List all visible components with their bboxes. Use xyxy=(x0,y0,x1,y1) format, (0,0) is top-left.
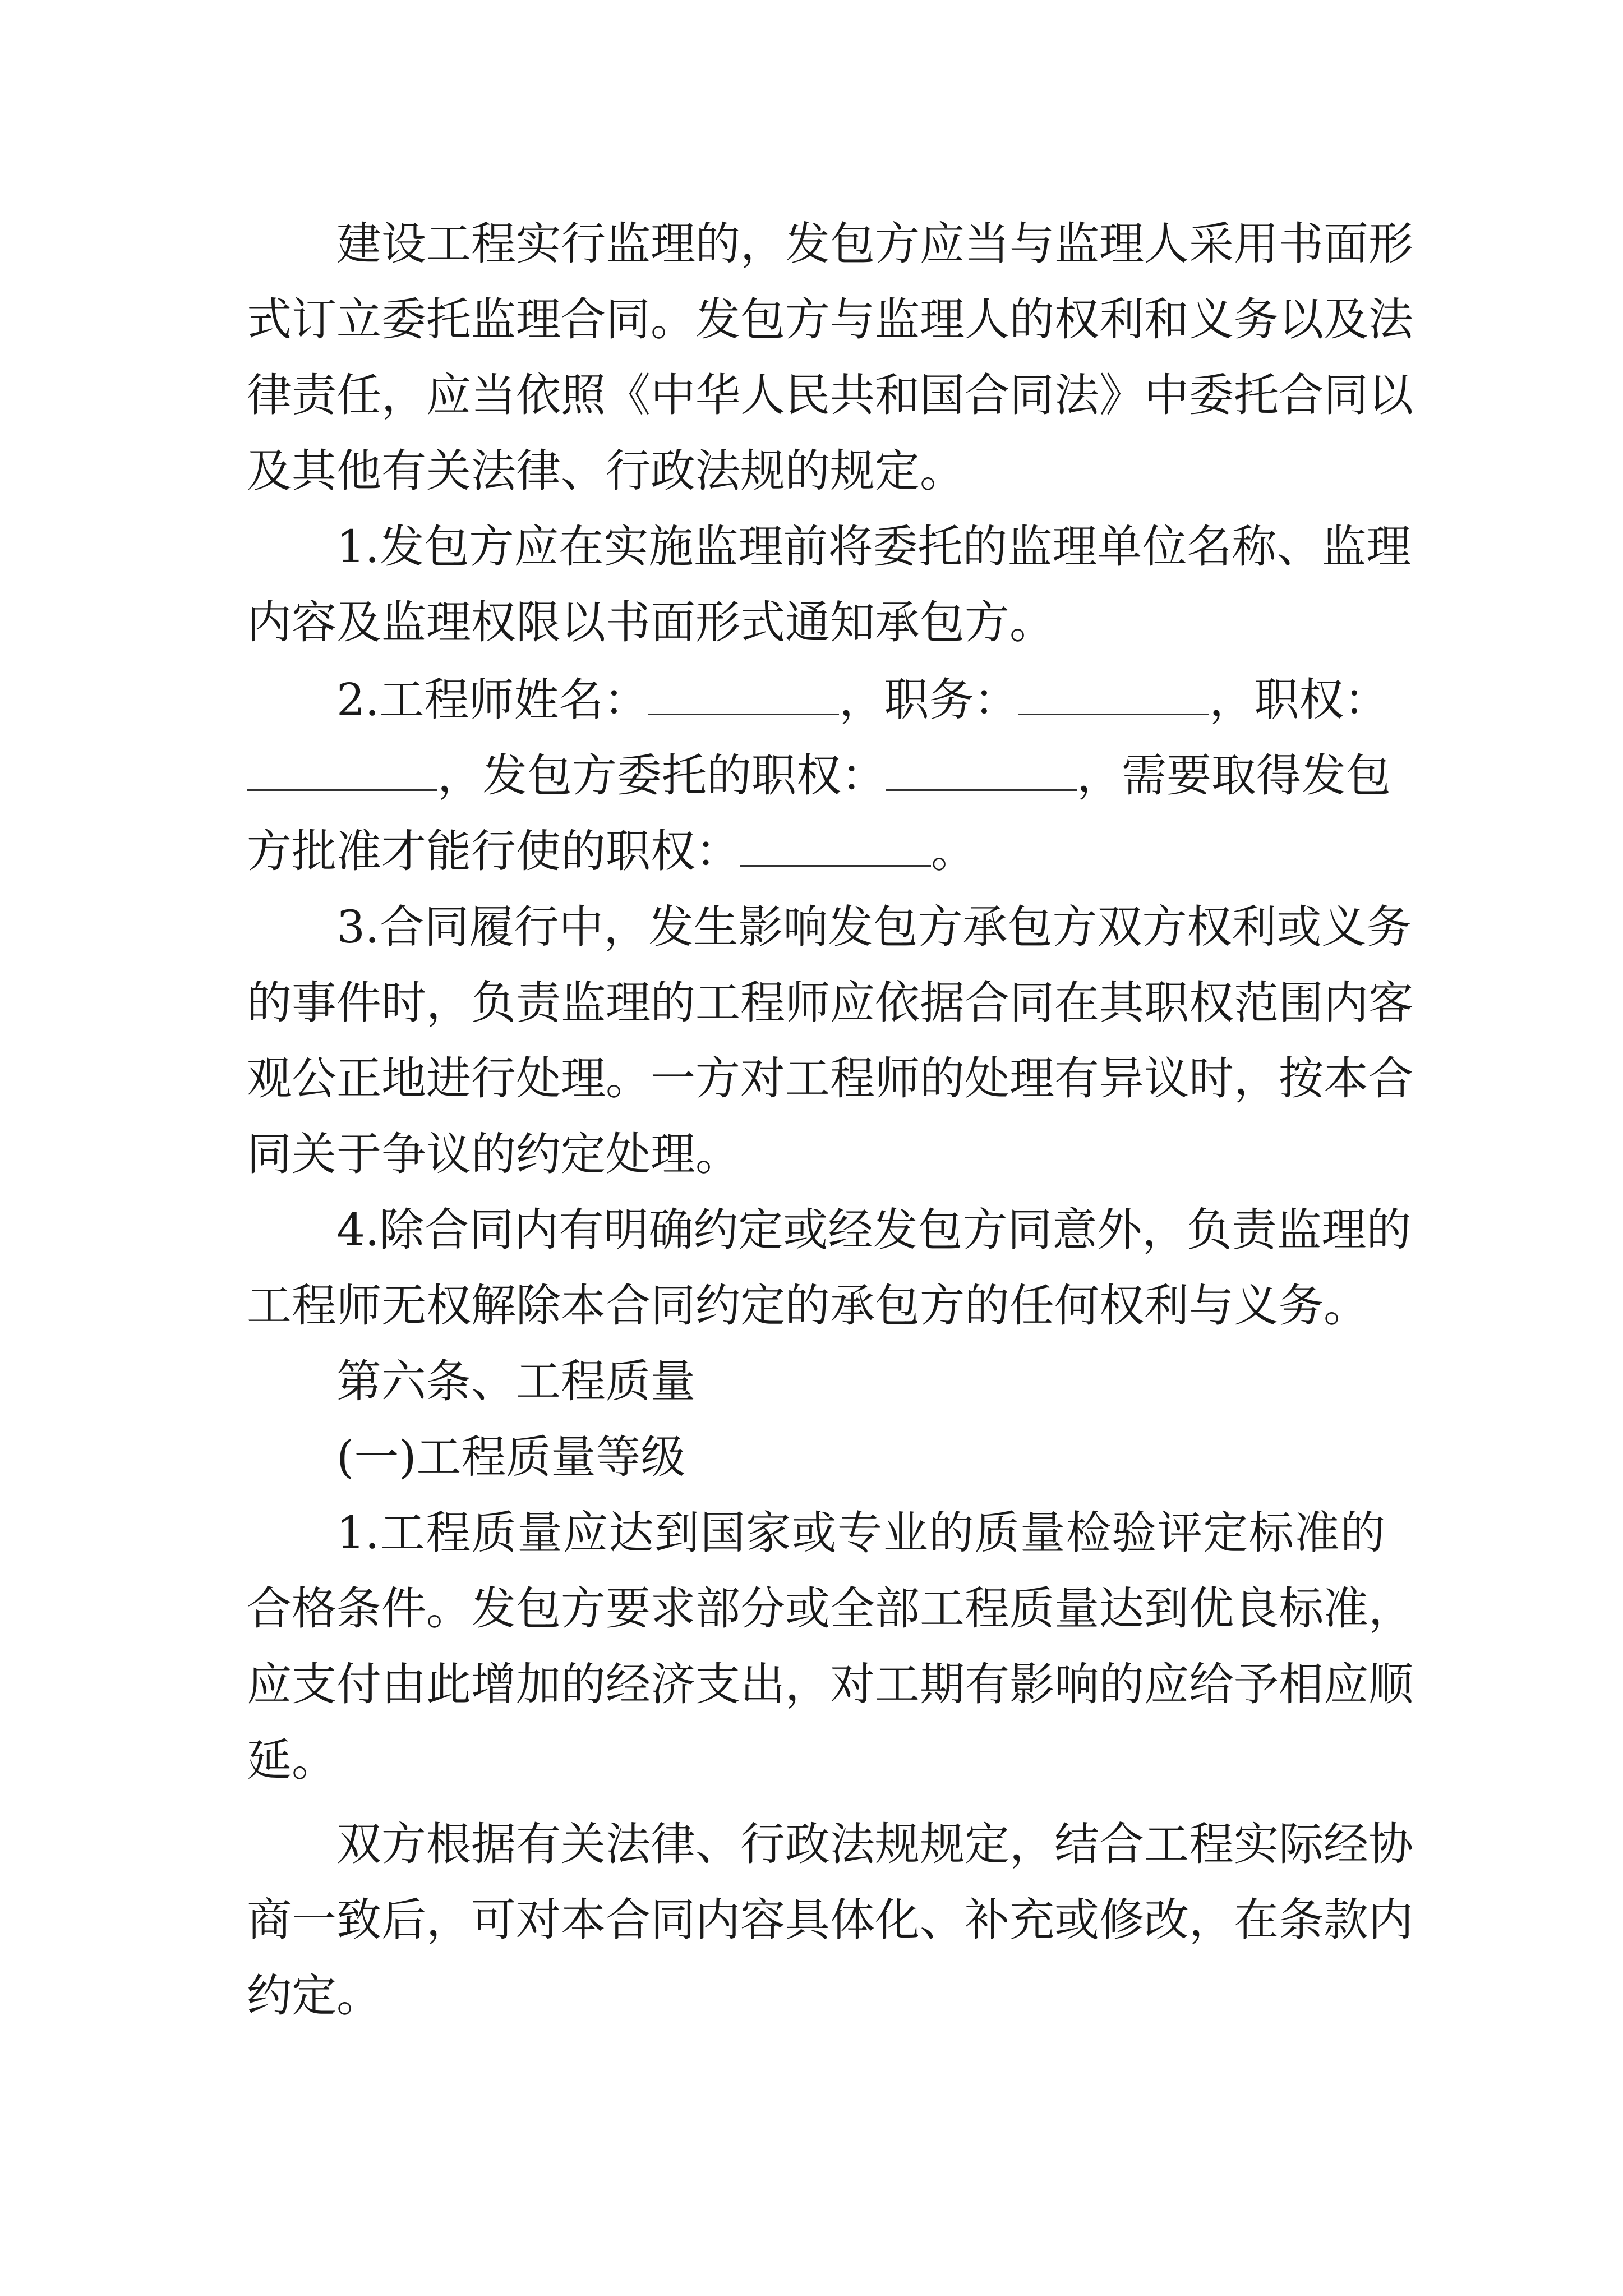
fill-in-line xyxy=(336,672,1389,728)
field-label: ，发包方委托的职权： xyxy=(437,749,886,802)
section-heading: 第六条、工程质量 xyxy=(336,1355,695,1407)
blank-field-authority[interactable] xyxy=(247,750,437,791)
paragraph-line: 延。 xyxy=(247,1734,336,1786)
paragraph-line: 合格条件。发包方要求部分或全部工程质量达到优良标准， xyxy=(247,1582,1413,1635)
blank-field-engineer-name[interactable] xyxy=(648,674,839,715)
paragraph-line: 式订立委托监理合同。发包方与监理人的权利和义务以及法 xyxy=(247,293,1413,346)
paragraph-line: 观公正地进行处理。一方对工程师的处理有异议时，按本合 xyxy=(247,1052,1413,1105)
paragraph-line: 同关于争议的约定处理。 xyxy=(247,1128,740,1180)
subsection-heading: (一)工程质量等级 xyxy=(336,1431,686,1483)
paragraph-line: 4.除合同内有明确约定或经发包方同意外，负责监理的 xyxy=(336,1204,1412,1256)
paragraph-line: 工程师无权解除本合同约定的承包方的任何权利与义务。 xyxy=(247,1280,1368,1332)
field-label: ，职务： xyxy=(839,674,1019,726)
field-label: 。 xyxy=(931,825,976,877)
paragraph-line: 及其他有关法律、行政法规的规定。 xyxy=(247,445,965,497)
fill-in-line xyxy=(247,823,1385,880)
paragraph-line: 建设工程实行监理的，发包方应当与监理人采用书面形 xyxy=(336,218,1413,270)
fill-in-line xyxy=(247,748,1391,804)
paragraph-line: 商一致后，可对本合同内容具体化、补充或修改，在条款内 xyxy=(247,1894,1413,1946)
blank-field-approval-authority[interactable] xyxy=(740,826,931,867)
paragraph-line: 双方根据有关法律、行政法规规定，结合工程实际经协 xyxy=(336,1818,1413,1870)
field-label: ，需要取得发包 xyxy=(1077,749,1391,802)
paragraph-line: 约定。 xyxy=(247,1970,381,2022)
paragraph-line: 1.工程质量应达到国家或专业的质量检验评定标准的 xyxy=(336,1507,1385,1559)
paragraph-line: 1.发包方应在实施监理前将委托的监理单位名称、监理 xyxy=(336,521,1412,573)
paragraph-line: 内容及监理权限以书面形式通知承包方。 xyxy=(247,596,1054,648)
paragraph-line: 律责任，应当依照《中华人民共和国合同法》中委托合同以 xyxy=(247,369,1413,421)
paragraph-line: 3.合同履行中，发生影响发包方承包方双方权利或义务 xyxy=(336,901,1412,953)
paragraph-line: 应支付由此增加的经济支出，对工期有影响的应给予相应顺 xyxy=(247,1658,1413,1710)
blank-field-position[interactable] xyxy=(1018,674,1209,715)
blank-field-delegated-authority[interactable] xyxy=(886,750,1077,791)
field-label: ，职权： xyxy=(1209,674,1389,726)
field-label: 方批准才能行使的职权： xyxy=(247,825,740,877)
paragraph-line: 的事件时，负责监理的工程师应依据合同在其职权范围内客 xyxy=(247,977,1413,1029)
field-label: 2.工程师姓名： xyxy=(336,674,649,726)
